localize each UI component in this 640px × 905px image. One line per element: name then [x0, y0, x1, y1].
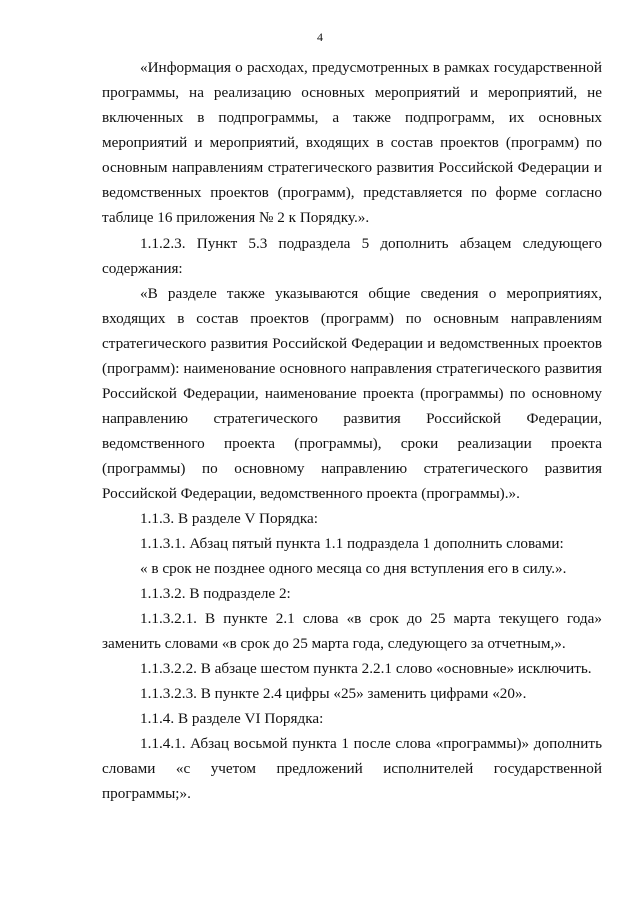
- paragraph-item-1-1-2-3: 1.1.2.3. Пункт 5.3 подраздела 5 дополнить абзацем следующего содержания:: [102, 235, 602, 277]
- paragraph-info-quote: «Информация о расходах, предусмотренных в рамках государственной программы, на реализацию основных мероприятий и мероприятий, не включенных в подпрограммы, а также подпрограмм, их основных мероприятий и мероприятий, входящих в состав проектов (программ) по основным направлениям стратегического развития Российской Федерации и ведомственных проектов (программ), представляется по форме согласно таблице 16 приложения № 2 к Порядку.».: [102, 59, 602, 226]
- paragraph-deadline-quote: « в срок не позднее одного месяца со дня вступления его в силу.».: [140, 560, 567, 577]
- paragraph-item-1-1-3-1: 1.1.3.1. Абзац пятый пункта 1.1 подраздела 1 дополнить словами:: [140, 535, 564, 552]
- paragraph-item-1-1-3: 1.1.3. В разделе V Порядка:: [140, 510, 319, 527]
- paragraph-item-1-1-4-1: 1.1.4.1. Абзац восьмой пункта 1 после слова «программы)» дополнить словами «с учетом предложений исполнителей государственной программы;».: [102, 735, 602, 802]
- page-number: 4: [317, 30, 323, 44]
- paragraph-item-1-1-4: 1.1.4. В разделе VI Порядка:: [140, 710, 324, 727]
- paragraph-item-1-1-3-2-1: 1.1.3.2.1. В пункте 2.1 слова «в срок до 25 марта текущего года» заменить словами «в срок до 25 марта года, следующего за отчетным,».: [102, 610, 602, 652]
- document-body: [102, 55, 602, 806]
- paragraph-item-1-1-3-2: 1.1.3.2. В подразделе 2:: [140, 585, 291, 602]
- paragraph-item-1-1-3-2-3: 1.1.3.2.3. В пункте 2.4 цифры «25» заменить цифрами «20».: [140, 685, 527, 702]
- paragraph-item-1-1-3-2-2: 1.1.3.2.2. В абзаце шестом пункта 2.2.1 слово «основные» исключить.: [140, 660, 592, 677]
- paragraph-section-quote: «В разделе также указываются общие сведения о мероприятиях, входящих в состав проектов (программ) по основным направлениям стратегического развития Российской Федерации и ведомственных проектов (программ): наименование основного направления стратегического развития Российской Федерации, наименование проекта (программы) по основному направлению стратегического развития Российской Федерации, ведомственного проекта (программы), сроки реализации проекта (программы) по основному направлению стратегического развития Российской Федерации, ведомственного проекта (программы).».: [102, 285, 602, 502]
